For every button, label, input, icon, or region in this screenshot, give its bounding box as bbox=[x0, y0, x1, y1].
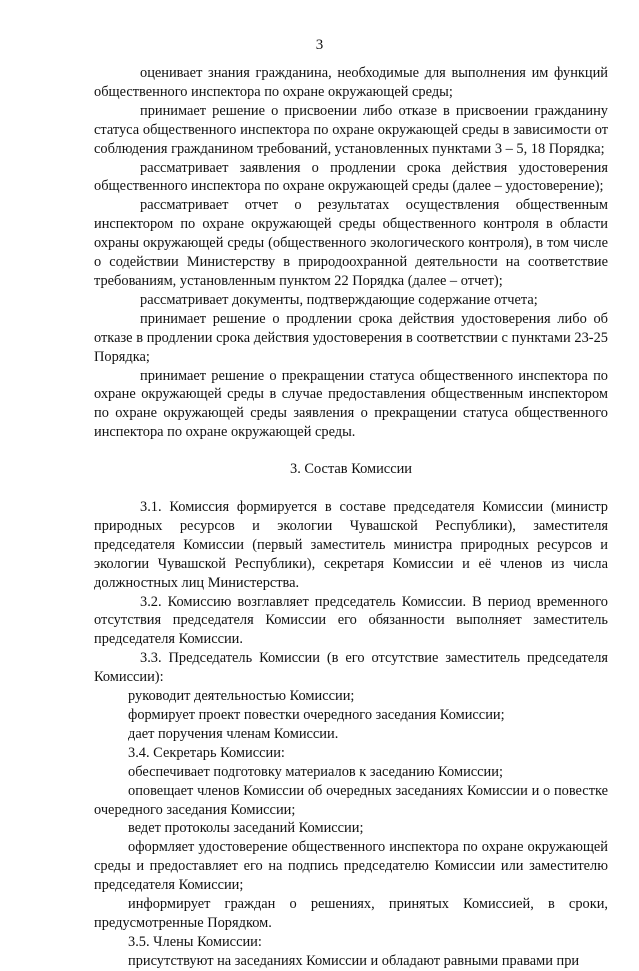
clause-3-2: 3.2. Комиссию возглавляет председатель Комиссии. В период временного отсутствия председателя Комиссии его обязанности выполняет заместитель председателя Комиссии. bbox=[94, 593, 608, 648]
duty-decide-extension: принимает решение о продлении срока действия удостоверения либо об отказе в продлении срока действия удостоверения в соответствии с пунктами 23-25 Порядка; bbox=[94, 310, 608, 365]
clause-3-4-item: обеспечивает подготовку материалов к заседанию Комиссии; bbox=[128, 763, 503, 780]
duty-review-documents: рассматривает документы, подтверждающие содержание отчета; bbox=[140, 291, 538, 308]
duty-review-report: рассматривает отчет о результатах осуществления общественным инспектором по охране окружающей среды общественного контроля в области охраны окружающей среды (общественного экологического контроля), в том числе о содействии Министерству в природоохранной деятельности на соответствие требованиям, установленным пунктом 22 Порядка (далее – отчет); bbox=[94, 197, 608, 289]
clause-3-3-item: дает поручения членам Комиссии. bbox=[128, 725, 339, 742]
clause-3-4-item: оповещает членов Комиссии об очередных заседаниях Комиссии и о повестке очередного заседания Комиссии; bbox=[94, 782, 608, 818]
clause-3-3-item: руководит деятельностью Комиссии; bbox=[128, 688, 355, 705]
duty-review-extension-applications: рассматривает заявления о продлении срока действия удостоверения общественного инспектора по охране окружающей среды (далее – удостоверение); bbox=[94, 159, 608, 195]
clause-3-4-item: оформляет удостоверение общественного инспектора по охране окружающей среды и предоставляет его на подпись председателю Комиссии или заместителю председателя Комиссии; bbox=[94, 839, 608, 894]
clause-3-3: 3.3. Председатель Комиссии (в его отсутствие заместитель председателя Комиссии): bbox=[94, 650, 608, 686]
clause-3-3-item: формирует проект повестки очередного заседания Комиссии; bbox=[128, 707, 505, 723]
clause-3-5: 3.5. Члены Комиссии: bbox=[128, 933, 262, 950]
section-3-heading: 3. Состав Комиссии bbox=[290, 461, 412, 478]
duty-terminate-status: принимает решение о прекращении статуса общественного инспектора по охране окружающей среды в случае предоставления общественным инспектором по охране окружающей среды заявления о прекращении статуса общественного инспектора по охране окружающей среды. bbox=[94, 367, 608, 441]
duty-grant-status: принимает решение о присвоении либо отказе в присвоении гражданину статуса общественного инспектора по охране окружающей среды в зависимости от соблюдения гражданином требований, установленных пунктами 3 – 5, 18 Порядка; bbox=[94, 102, 608, 157]
clause-3-4-item: ведет протоколы заседаний Комиссии; bbox=[128, 820, 364, 837]
duty-assess-knowledge: оценивает знания гражданина, необходимые для выполнения им функций общественного инспектора по охране окружающей среды; bbox=[94, 65, 608, 100]
page-number: 3 bbox=[315, 37, 324, 53]
document-body bbox=[94, 64, 608, 971]
clause-3-4-item: информирует граждан о решениях, принятых Комиссией, в сроки, предусмотренные Порядком. bbox=[94, 896, 608, 931]
clause-3-4: 3.4. Секретарь Комиссии: bbox=[128, 744, 285, 761]
clause-3-1: 3.1. Комиссия формируется в составе председателя Комиссии (министр природных ресурсов и экологии Чувашской Республики), заместителя председателя Комиссии (первый заместитель министра природных ресурсов и экологии Чувашской Республики), секретаря Комиссии и её членов из числа должностных лиц Министерства. bbox=[94, 499, 608, 591]
clause-3-5-item: присутствуют на заседаниях Комиссии и обладают равными правами при bbox=[128, 952, 580, 969]
